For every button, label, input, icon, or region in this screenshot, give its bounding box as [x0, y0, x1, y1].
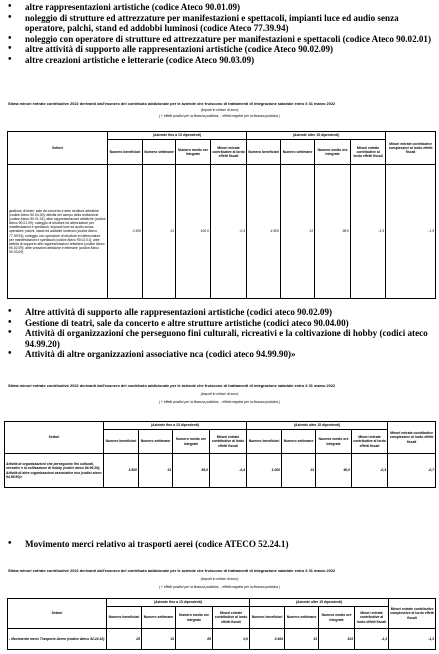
cell-value: 0,0	[213, 629, 250, 650]
header-minori: Minori entrate contributive al lordo effetti fiscali	[355, 607, 389, 629]
header-ore: Numero medio ore integrate	[316, 430, 352, 454]
cell-value: -1,9	[386, 165, 436, 299]
header-settori: Settori	[5, 422, 104, 454]
table2-effects: ( + effetti positivi per la finanza pubblica; - effetti negativi per la finanza pubblica )	[158, 400, 281, 404]
header-ore: Numero medio ore integrate	[319, 607, 355, 629]
cell-value: 95,0	[173, 454, 210, 488]
cell-value: -0,4	[211, 165, 247, 299]
cell-value: 98,0	[315, 165, 351, 299]
cell-value: 89	[176, 629, 213, 650]
cell-value: 103	[319, 629, 355, 650]
header-minori: Minori entrate contributive al lordo effetti fiscali	[352, 430, 388, 454]
list-item: • Movimento merci relativo ai trasporti aerei (codice ATECO 52.24.1)	[8, 539, 436, 550]
list-item: • Altre attività di supporto alle rappresentazioni artistiche (codici ateco 90.02.09)	[8, 307, 436, 318]
table1	[7, 131, 436, 299]
cell-value: 13	[282, 454, 316, 488]
header-settimane: Numero settimane	[285, 607, 319, 629]
cell-value: 1.000	[247, 454, 282, 488]
cell-value: 3.500	[104, 454, 139, 488]
bullet-list-3	[8, 539, 436, 550]
header-beneficiari: Numero beneficiari	[108, 140, 143, 165]
list-item: • Attività di organizzazioni che perseguono fini culturali, ricreativi e la coltivazione di hobby (codici ateco 94.99.20)	[8, 328, 436, 349]
list-item: • altre attività di supporto alle rappresentazioni artistiche (codice Ateco 90.02.09)	[8, 44, 436, 55]
bullet-list-2	[8, 307, 436, 360]
table3-effects: ( + effetti positivi per la finanza pubblica; - effetti negativi per la finanza pubblica )	[158, 585, 281, 589]
header-totale: Minori entrate contributive complessive al lordo effetti fiscali	[388, 422, 436, 454]
header-minori: Minori entrate contributive al lordo effetti fiscali	[351, 140, 386, 165]
cell-value: 13	[143, 165, 176, 299]
header-minori: Minori entrate contributive al lordo effetti fiscali	[213, 607, 250, 629]
header-settimane: Numero settimane	[143, 140, 176, 165]
header-group-small: (Aziende fino a 15 dipendenti)	[107, 599, 250, 607]
list-item: • altre creazioni artistiche e letterarie (codice Ateco 90.03.09)	[8, 55, 436, 66]
table1-title: Stima minori entrate contributive 2022 derivanti dall'esonero del contributo addizionale per le aziende che fruiscono di trattamenti di integrazione salariale entro il 31 marzo 2022	[8, 101, 336, 106]
header-group-large: (Aziende oltre 15 dipendenti)	[247, 422, 388, 430]
table3-unit: (importi in milioni di euro)	[200, 577, 239, 581]
cell-value: 13	[142, 629, 176, 650]
header-ore: Numero medio ore integrate	[315, 140, 351, 165]
table2	[4, 421, 436, 488]
header-minori: Minori entrate contributive al lordo effetti fiscali	[210, 430, 247, 454]
list-item: • noleggio di strutture ed attrezzature per manifestazioni e spettacoli, impianti luce ed audio senza operatore, palchi, stand ed addobbi luminosi (codice Ateco 77.39.94)	[8, 13, 436, 34]
table3	[7, 598, 436, 650]
header-settimane: Numero settimane	[139, 430, 173, 454]
row-settore: - Movimento merci Trasporto Aereo (codice Ateco 52.24.10)	[8, 629, 107, 650]
cell-value: -1,3	[389, 629, 436, 650]
header-beneficiari: Numero beneficiari	[250, 607, 285, 629]
header-ore: Numero medio ore integrate	[176, 607, 213, 629]
header-ore: Numero medio ore integrate	[176, 140, 211, 165]
header-ore: Numero medio ore integrate	[173, 430, 210, 454]
cell-value: 2.500	[108, 165, 143, 299]
table1-unit: (importi in milioni di euro)	[200, 108, 239, 112]
header-minori: Minori entrate contributive al lordo effetti fiscali	[211, 140, 247, 165]
cell-value: 13	[281, 165, 315, 299]
table-row	[8, 629, 436, 650]
header-totale: Minori entrate contributive complessive al lordo effetti fiscali	[386, 132, 436, 165]
cell-value: 90,0	[316, 454, 352, 488]
header-beneficiari: Numero beneficiari	[247, 430, 282, 454]
header-settimane: Numero settimane	[142, 607, 176, 629]
cell-value: 4.500	[247, 165, 281, 299]
list-item: • altre rappresentazioni artistiche (codice Ateco 90.01.09)	[8, 2, 436, 13]
list-item: • Attività di altre organizzazioni associative nca (codici ateco 94.99.90)»	[8, 349, 436, 360]
table-row	[5, 454, 436, 488]
table3-title: Stima minori entrate contributive 2022 derivanti dall'esonero del contributo addizionale per le aziende che fruiscono di trattamenti di integrazione salariale entro il 31 marzo 2022	[8, 568, 336, 573]
bullet-list-1	[8, 2, 436, 66]
cell-value: 100,0	[176, 165, 211, 299]
cell-value: 3.464	[250, 629, 285, 650]
header-beneficiari: Numero beneficiari	[104, 430, 139, 454]
header-settori: Settori	[8, 599, 107, 629]
header-beneficiari: Numero beneficiari	[247, 140, 281, 165]
table2-unit: (importi in milioni di euro)	[200, 392, 239, 396]
table2-title: Stima minori entrate contributive 2022 derivanti dall'esonero del contributo addizionale per le aziende che fruiscono di trattamenti di integrazione salariale entro il 31 marzo 2022	[8, 383, 336, 388]
table-row	[8, 165, 436, 299]
header-totale: Minori entrate contributive complessive al lordo effetti fiscali	[389, 599, 436, 629]
header-group-small: (Aziende fino a 15 dipendenti)	[108, 132, 247, 140]
cell-value: 13	[139, 454, 173, 488]
list-item: • noleggio con operatore di strutture ed attrezzature per manifestazioni e spettacoli (codice Ateco 90.02.01)	[8, 34, 436, 45]
header-group-large: (Aziende oltre 15 dipendenti)	[250, 599, 389, 607]
table1-effects: ( + effetti positivi per la finanza pubblica; - effetti negativi per la finanza pubblica )	[158, 114, 281, 118]
cell-value: 13	[285, 629, 319, 650]
header-group-small: (Aziende fino a 15 dipendenti)	[104, 422, 247, 430]
list-item: • Gestione di teatri, sale da concerto e altre strutture artistiche (codici ateco 90.04.00)	[8, 318, 436, 329]
header-settimane: Numero settimane	[281, 140, 315, 165]
cell-value: -0,4	[210, 454, 247, 488]
cell-value: -0,7	[388, 454, 436, 488]
row-settore: Attività di organizzazioni che perseguono fini culturali, ricreativi e la coltivazione di hobby (codici ateco 94.99.20); Attività di altre organizzazioni associative nca (codici ateco 94.99.90)»	[5, 454, 104, 488]
header-settori: Settori	[8, 132, 108, 165]
cell-value: -1,5	[351, 165, 386, 299]
cell-value: -0,3	[352, 454, 388, 488]
header-beneficiari: Numero beneficiari	[107, 607, 142, 629]
cell-value: 25	[107, 629, 142, 650]
header-settimane: Numero settimane	[282, 430, 316, 454]
cell-value: -1,3	[355, 629, 389, 650]
header-group-large: (Aziende oltre 15 dipendenti)	[247, 132, 386, 140]
row-settore: gestione di teatri, sale da concerto e altre strutture artistiche (codice Ateco 90.04.00); attività nel campo della recitazione (codice Ateco 90.01.01); altre rappresentazioni artistiche (codice Ateco 90.01.09); noleggio di strutture ed attrezzature per manifestazioni e spettacoli, impianti luce ed audio senza operatore, palchi, stand ed addobbi luminosi (codice Ateco 77.39.94); noleggio con operatore di strutture ed attrezzature per manifestazioni e spettacoli (codice Ateco 90.02.01); altre attività di supporto alle rappresentazioni artistiche (codice Ateco 90.02.09); altre creazioni artistiche e letterarie (codice Ateco 90.03.09)	[8, 165, 108, 299]
